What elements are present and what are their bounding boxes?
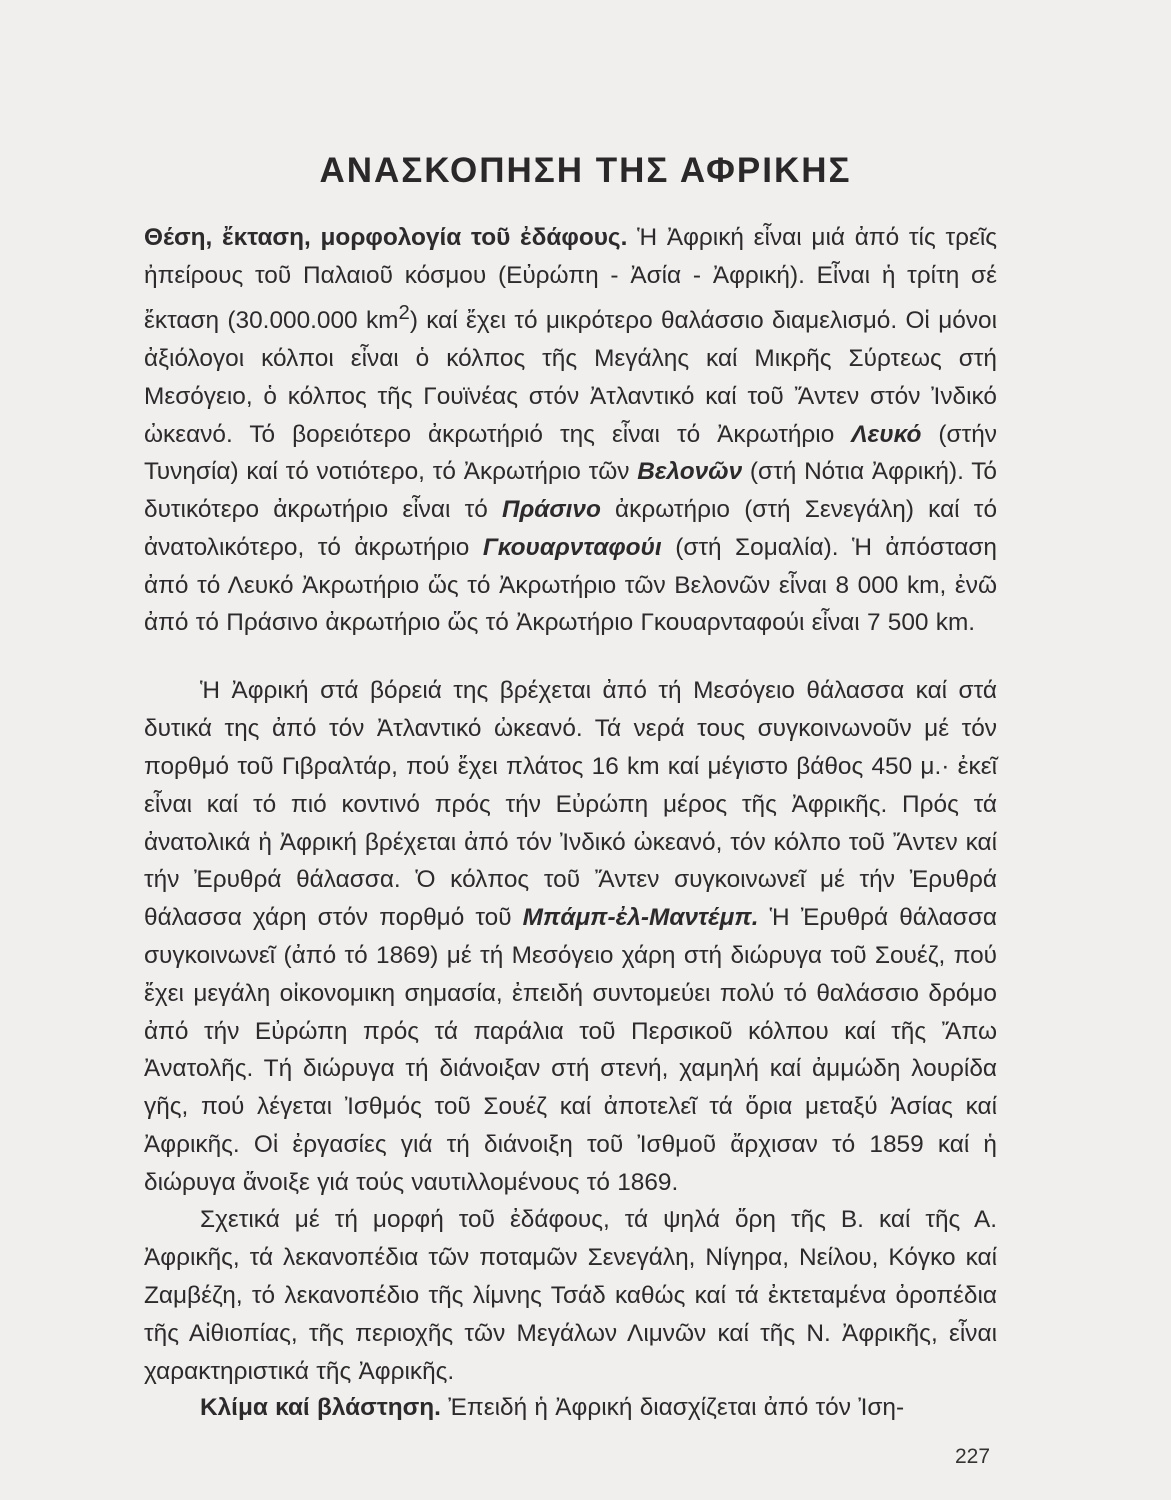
paragraph-text: (στή Σομαλία). Ἡ ἀπόσταση ἀπό τό Λευκό Ἀκρωτήριο ὥς τό Ἀκρωτήριο τῶν Βελονῶν εἶναι 8 000 km, ἐνῶ ἀπό τό Πράσινο ἀκρωτήριο ὥς τό Ἀκρωτήριο Γκουαρνταφούι εἶναι 7 500 km. <box>144 533 997 637</box>
term-cape-lefko: Λευκό <box>851 420 922 448</box>
term-cape-needles: Βελονῶν <box>637 458 743 486</box>
section-heading-location: Θέση, ἔκταση, μορφολογία τοῦ ἐδάφους. <box>144 224 628 252</box>
page-number: 227 <box>955 1445 991 1468</box>
term-cape-guardafui: Γκουαρνταφούι <box>482 533 662 561</box>
paragraph-text: ἀκρωτήριο (στή Σενεγάλη) καί τό ἀνατολικότερο, τό ἀκρωτήριο <box>144 496 998 561</box>
paragraph-text: (στή Νότια Ἀφρική). Τό δυτικότερο ἀκρωτήριο εἶναι τό <box>144 458 997 524</box>
paragraph-text: Σχετικά μέ τή μορφή τοῦ ἐδάφους, τά ψηλά ὄρη τῆς Β. καί τῆς Α. Ἀφρικῆς, τά λεκανοπέδια τῶν ποταμῶν Σενεγάλη, Νίγηρα, Νείλου, Κόγκο καί Ζαμβέζη, τό λεκανοπέδιο τῆς λίμνης Τσάδ καθώς καί τά ἐκτεταμένα ὀροπέδια τῆς Αἰθιοπίας, τῆς περιοχῆς τῶν Μεγάλων Λιμνῶν καί τῆς Ν. Ἀφρικῆς, εἶναι χαρακτηριστικά τῆς Ἀφρικῆς. <box>144 1206 997 1385</box>
paragraph-climate <box>144 1389 997 1427</box>
paragraph-text: (στήν Τυνησία) καί τό νοτιότερο, τό Ἀκρωτήριο τῶν <box>144 420 997 486</box>
paragraph-seas <box>144 672 997 1201</box>
paragraph-text: Ἡ Ἀφρική εἶναι μιά ἀπό τίς τρεῖς ἠπείρους τοῦ Παλαιοῦ κόσμου (Εὐρώπη - Ἀσία - Ἀφρική). Εἶναι ἡ τρίτη σέ ἔκταση (30.000.000 km <box>144 224 998 335</box>
paragraph-location-size <box>144 219 997 642</box>
term-bab-el-mandeb: Μπάμπ-ἐλ-Μαντέμπ. <box>522 904 759 932</box>
superscript: 2 <box>398 301 410 324</box>
paragraph-text: ) καί ἔχει τό μικρότερο θαλάσσιο διαμελισμό. Οἱ μόνοι ἀξιόλογοι κόλποι εἶναι ὁ κόλπος τῆς Μεγάλης καί Μικρῆς Σύρτεως στή Μεσόγειο, ὁ κόλπος τῆς Γουϊνέας στόν Ἀτλαντικό καί τοῦ Ἄντεν στόν Ἰνδικό ὠκεανό. Τό βορειότερο ἀκρωτήριό της εἶναι τό Ἀκρωτήριο <box>144 307 997 448</box>
paragraph-text: Ἡ Ἐρυθρά θάλασσα συγκοινωνεῖ (ἀπό τό 1869) μέ τή Μεσόγειο χάρη στή διώρυγα τοῦ Σουέζ, πού ἔχει μεγάλη οἰκονομικη σημασία, ἐπειδή συντομεύει πολύ τό θαλάσσιο δρόμο ἀπό τήν Εὐρώπη πρός τά παράλια τοῦ Περσικοῦ κόλπου καί τῆς Ἄπω Ἀνατολῆς. Τή διώρυγα τή διάνοιξαν στή στενή, χαμηλή καί ἀμμώδη λουρίδα γῆς, πού λέγεται Ἰσθμός τοῦ Σουέζ καί ἀποτελεῖ τά ὅρια μεταξύ Ἀσίας καί Ἀφρικῆς. Οἱ ἐργασίες γιά τή διάνοιξη τοῦ Ἰσθμοῦ ἄρχισαν τό 1859 καί ἡ διώρυγα ἄνοιξε γιά τούς ναυτιλλομένους τό 1869. <box>144 904 997 1196</box>
page-title: ΑΝΑΣΚΟΠΗΣΗ ΤΗΣ ΑΦΡΙΚΗΣ <box>319 151 852 191</box>
paragraph-terrain <box>144 1201 997 1390</box>
section-heading-climate: Κλίμα καί βλάστηση. <box>200 1394 441 1422</box>
paragraph-text: Ἐπειδή ἡ Ἀφρική διασχίζεται ἀπό τόν Ἰση- <box>440 1394 905 1422</box>
term-cape-verde: Πράσινο <box>502 496 601 524</box>
paragraph-text: Ἡ Ἀφρική στά βόρειά της βρέχεται ἀπό τή Μεσόγειο θάλασσα καί στά δυτικά της ἀπό τόν Ἀτλαντικό ὠκεανό. Τά νερά τους συγκοινωνοῦν μέ τόν πορθμό τοῦ Γιβραλτάρ, πού ἔχει πλάτος 16 km καί μέγιστο βάθος 450 μ.· ἐκεῖ εἶναι καί τό πιό κοντινό πρός τήν Εὐρώπη μέρος τῆς Ἀφρικῆς. Πρός τά ἀνατολικά ἡ Ἀφρική βρέχεται ἀπό τόν Ἰνδικό ὠκεανό, τόν κόλπο τοῦ Ἄντεν καί τήν Ἐρυθρά θάλασσα. Ὁ κόλπος τοῦ Ἄντεν συγκοινωνεῖ μέ τήν Ἐρυθρά θάλασσα χάρη στόν πορθμό τοῦ <box>144 677 997 932</box>
